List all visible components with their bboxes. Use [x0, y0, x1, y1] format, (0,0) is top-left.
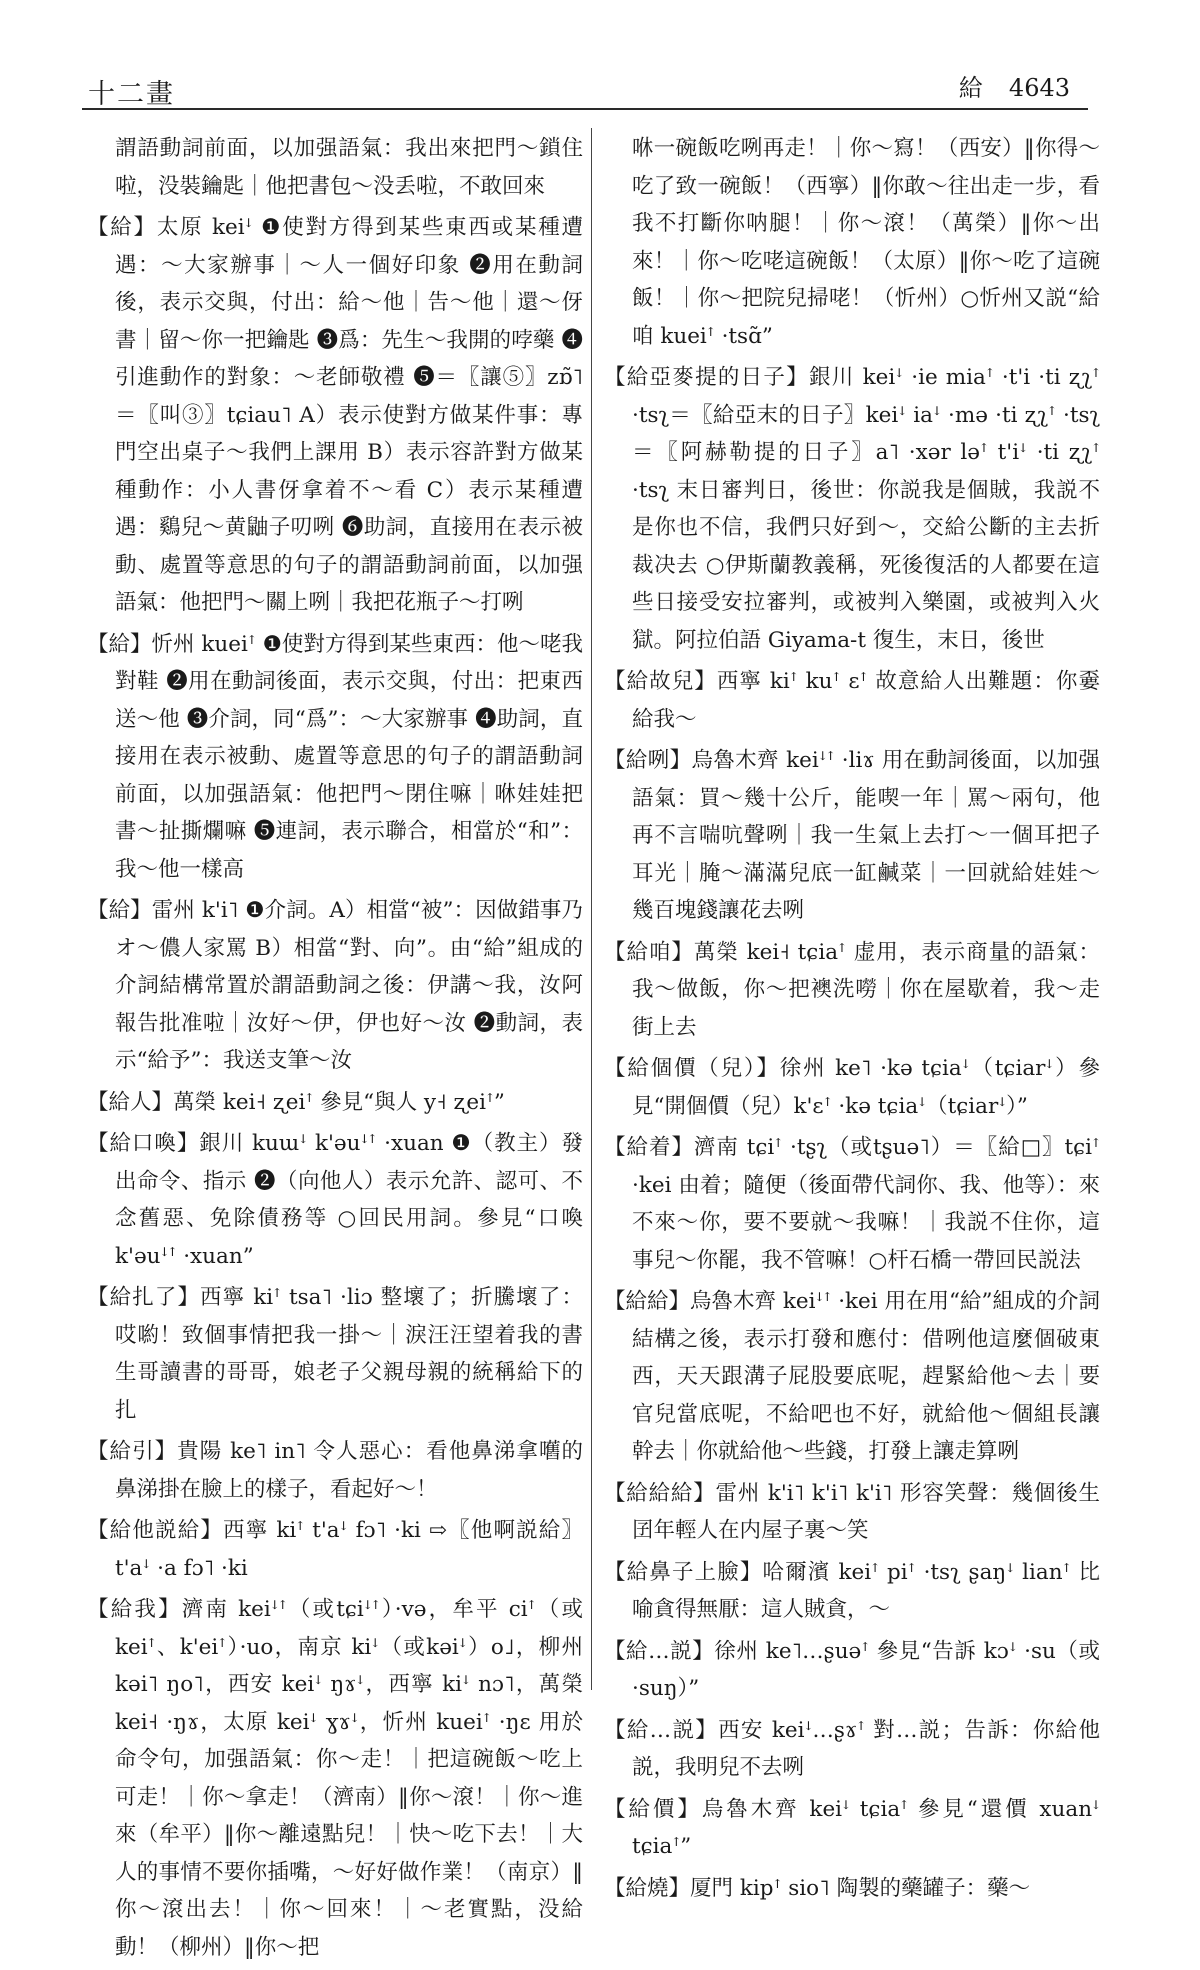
dictionary-entry: 【給個價（兒）】徐州 ke˥ ·kə tɕiaꜜ（tɕiarꜜ）參見“開個價（兒）k'ɛꜛ ·kə tɕiaꜜ（tɕiarꜜ）” — [604, 1056, 1100, 1119]
dictionary-entry: 【給…説】西安 keiꜜ…ʂɤꜛ 對…説；告訴：你給他説，我明兒不去咧 — [604, 1717, 1100, 1780]
dictionary-entry: 【給引】貴陽 ke˥ in˥ 令人惡心：看他鼻涕拿嚿的鼻涕掛在臉上的樣子，看起好～！ — [87, 1439, 583, 1502]
header-rule — [82, 108, 1088, 110]
page-header — [82, 58, 1080, 110]
dictionary-entry: 【給着】濟南 tɕiꜛ ·tʂʅ（或tʂuə˥）＝〖給□〗tɕiꜛ ·kei 由着；隨便（後面帶代詞你、我、他等）：來不來～你，要不要就～我嘛！｜我説不住你，這事兒～你罷，我不管嘛！○杆石橋一帶回民説法 — [604, 1135, 1100, 1273]
dictionary-entry: 【給我】濟南 keiꜜꜛ（或tɕiꜜꜛ）·və，牟平 ciꜛ（或keiꜛ、k'eiꜛ）·uo，南京 kiꜜ（或kəiꜜ）o˩，柳州 kəi˥ ŋo˥，西安 keiꜜ ŋɤꜜ，西寧 kiꜜ nɔ˥，萬榮 kei˧ ·ŋɤ，太原 keiꜜ ɣɤꜜ，忻州 kueiꜛ ·ŋɛ 用於命令句，加强語氣：你～走！｜把這碗飯～吃上可走！｜你～拿走！（濟南）‖你～滾！｜你～進來（牟平）‖你～離遠點兒！｜快～吃下去！｜大人的事情不要你插嘴，～好好做作業！（南京）‖你～滾出去！｜你～回來！｜～老實點，没給動！（柳州）‖你～把 — [87, 1597, 583, 1960]
dictionary-entry: 【給鼻子上臉】哈爾濱 keiꜛ piꜛ ·tsʅ ʂaŋꜜ lianꜛ 比喻貪得無厭：這人賊貪，～ — [604, 1559, 1100, 1622]
dictionary-entry: 【給價】烏魯木齊 keiꜜ tɕiaꜛ 參見“還價 xuanꜜ tɕiaꜛ” — [604, 1796, 1100, 1859]
dictionary-entry: 【給…説】徐州 ke˥…ʂuəꜛ 參見“告訴 kɔꜜ ·su（或·suŋ）” — [604, 1638, 1100, 1701]
dictionary-entry: 【給故兒】西寧 kiꜛ kuꜛ ɛꜛ 故意給人出難題：你嫑給我～ — [604, 669, 1100, 732]
left-column — [87, 130, 583, 1970]
dictionary-entry: 【給人】萬榮 kei˧ ʐeiꜛ 參見“與人 y˧ ʐeiꜛ” — [87, 1089, 505, 1115]
page-number: 4643 — [1008, 74, 1070, 102]
dictionary-entry: 【給口喚】銀川 kuɯꜜ k'əuꜜꜛ ·xuan ❶（教主）發出命令、指示 ❷（向他人）表示允許、認可、不念舊惡、免除債務等 ○回民用詞。參見“口喚 k'əuꜜꜛ ·xuan” — [87, 1131, 583, 1269]
dictionary-entry: 【給給給】雷州 k'i˥ k'i˥ k'i˥ 形容笑聲：幾個後生囝年輕人在内屋子裏～笑 — [604, 1480, 1100, 1543]
continuation-text: 咻一碗飯吃咧再走！｜你～寫！（西安）‖你得～吃了致一碗飯！（西寧）‖你敢～往出走一步，看我不打斷你呐腿！｜你～滾！（萬榮）‖你～出來！｜你～吃咾這碗飯！（太原）‖你～吃了這碗飯！｜你～把院兒掃咾！（忻州）○忻州又説“給咱 kueiꜛ ·tsɑ̃” — [632, 136, 1100, 349]
dictionary-entry: 【給咧】烏魯木齊 keiꜜꜛ ·liɤ 用在動詞後面，以加强語氣：買～幾十公斤，能喫一年｜罵～兩句，他再不言喘吭聲咧｜我一生氣上去打～一個耳把子耳光｜腌～滿滿兒底一缸鹹菜｜一回就給娃娃～幾百塊錢讓花去咧 — [604, 748, 1100, 923]
right-column — [604, 130, 1100, 1911]
page-header-right — [959, 68, 1070, 103]
running-headword: 給 — [958, 74, 983, 102]
continuation-text: 謂語動詞前面，以加强語氣：我出來把門～鎖住啦，没裝鑰匙｜他把書包～没丢啦，不敢回來 — [115, 136, 583, 199]
dictionary-entry: 【給】雷州 k'i˥ ❶介詞。A）相當“被”：因做錯事乃オ～儂人家罵 B）相當“對、向”。由“給”組成的介詞結構常置於謂語動詞之後：伊講～我，汝阿報告批准啦｜汝好～伊，伊也好～汝 ❷動詞，表示“給予”：我送支筆～汝 — [87, 898, 583, 1073]
section-title: 十二畫 — [88, 79, 175, 110]
column-divider — [591, 128, 592, 1690]
dictionary-entry: 【給扎了】西寧 kiꜛ tsa˥ ·liɔ 整壞了；折騰壞了：哎喲！致個事情把我一掛～｜淚汪汪望着我的書生哥讀書的哥哥，娘老子父親母親的統稱給下的扎 — [87, 1285, 583, 1423]
dictionary-entry: 【給】忻州 kueiꜛ ❶使對方得到某些東西：他～咾我對鞋 ❷用在動詞後面，表示交與，付出：把東西送～他 ❸介詞，同“爲”：～大家辦事 ❹助詞，直接用在表示被動、處置等意思的句子的謂語動詞前面，以加强語氣：他把門～閉住嘛｜咻娃娃把書～扯撕爛嘛 ❺連詞，表示聯合，相當於“和”：我～他一樣高 — [87, 631, 583, 882]
dictionary-entry: 【給亞麥提的日子】銀川 keiꜜ ·ie miaꜛ ·t'i ·ti ʐʅꜛ ·tsʅ＝〖給亞末的日子〗keiꜜ iaꜜ ·mə ·ti ʐʅꜛ ·tsʅ＝〖阿赫勒提的日子〗a˥ ·xər ləꜛ t'iꜜ ·ti ʐʅꜛ ·tsʅ 末日審判日，後世：你説我是個賊，我説不是你也不信，我們只好到～，交給公斷的主去折裁决去 ○伊斯蘭教義稱，死後復活的人都要在這些日接受安拉審判，或被判入樂園，或被判入火獄。阿拉伯語 Giyama-t 復生，末日，後世 — [604, 365, 1100, 653]
dictionary-entry: 【給燒】厦門 kipꜛ sio˥ 陶製的藥罐子：藥～ — [604, 1875, 1031, 1901]
dictionary-entry: 【給咱】萬榮 kei˧ tɕiaꜛ 虚用，表示商量的語氣：我～做飯，你～把襖洗嘮｜你在屋歇着，我～走街上去 — [604, 939, 1100, 1040]
dictionary-entry: 【給】太原 keiꜜ ❶使對方得到某些東西或某種遭遇：～大家辦事｜～人一個好印象 ❷用在動詞後，表示交與，付出：給～他｜告～他｜還～伢書｜留～你一把鑰匙 ❸爲：先生～我開的哱藥 ❹引進動作的對象：～老師敬禮 ❺＝〖讓⑤〗zɒ̃˥ ＝〖叫③〗tɕiau˥ A）表示使對方做某件事：專門空出桌子～我們上課用 B）表示容許對方做某種動作：小人書伢拿着不～看 C）表示某種遭遇：鷄兒～黄鼬子叨咧 ❻助詞，直接用在表示被動、處置等意思的句子的謂語動詞前面，以加强語氣：他把門～關上咧｜我把花瓶子～打咧 — [87, 215, 583, 615]
dictionary-entry: 【給他説給】西寧 kiꜛ t'aꜜ fɔ˥ ·ki ⇨〖他啊説給〗t'aꜜ ·a fɔ˥ ·ki — [87, 1518, 583, 1581]
dictionary-entry: 【給給】烏魯木齊 keiꜜꜛ ·kei 用在用“給”組成的介詞結構之後，表示打發和應付：借咧他這麼個破東西，天天跟溝子屁股要底呢，趕緊給他～去｜要官兒當底呢，不給吧也不好，就給他～個組長讓幹去｜你就給他～些錢，打發上讓走算咧 — [604, 1289, 1100, 1464]
